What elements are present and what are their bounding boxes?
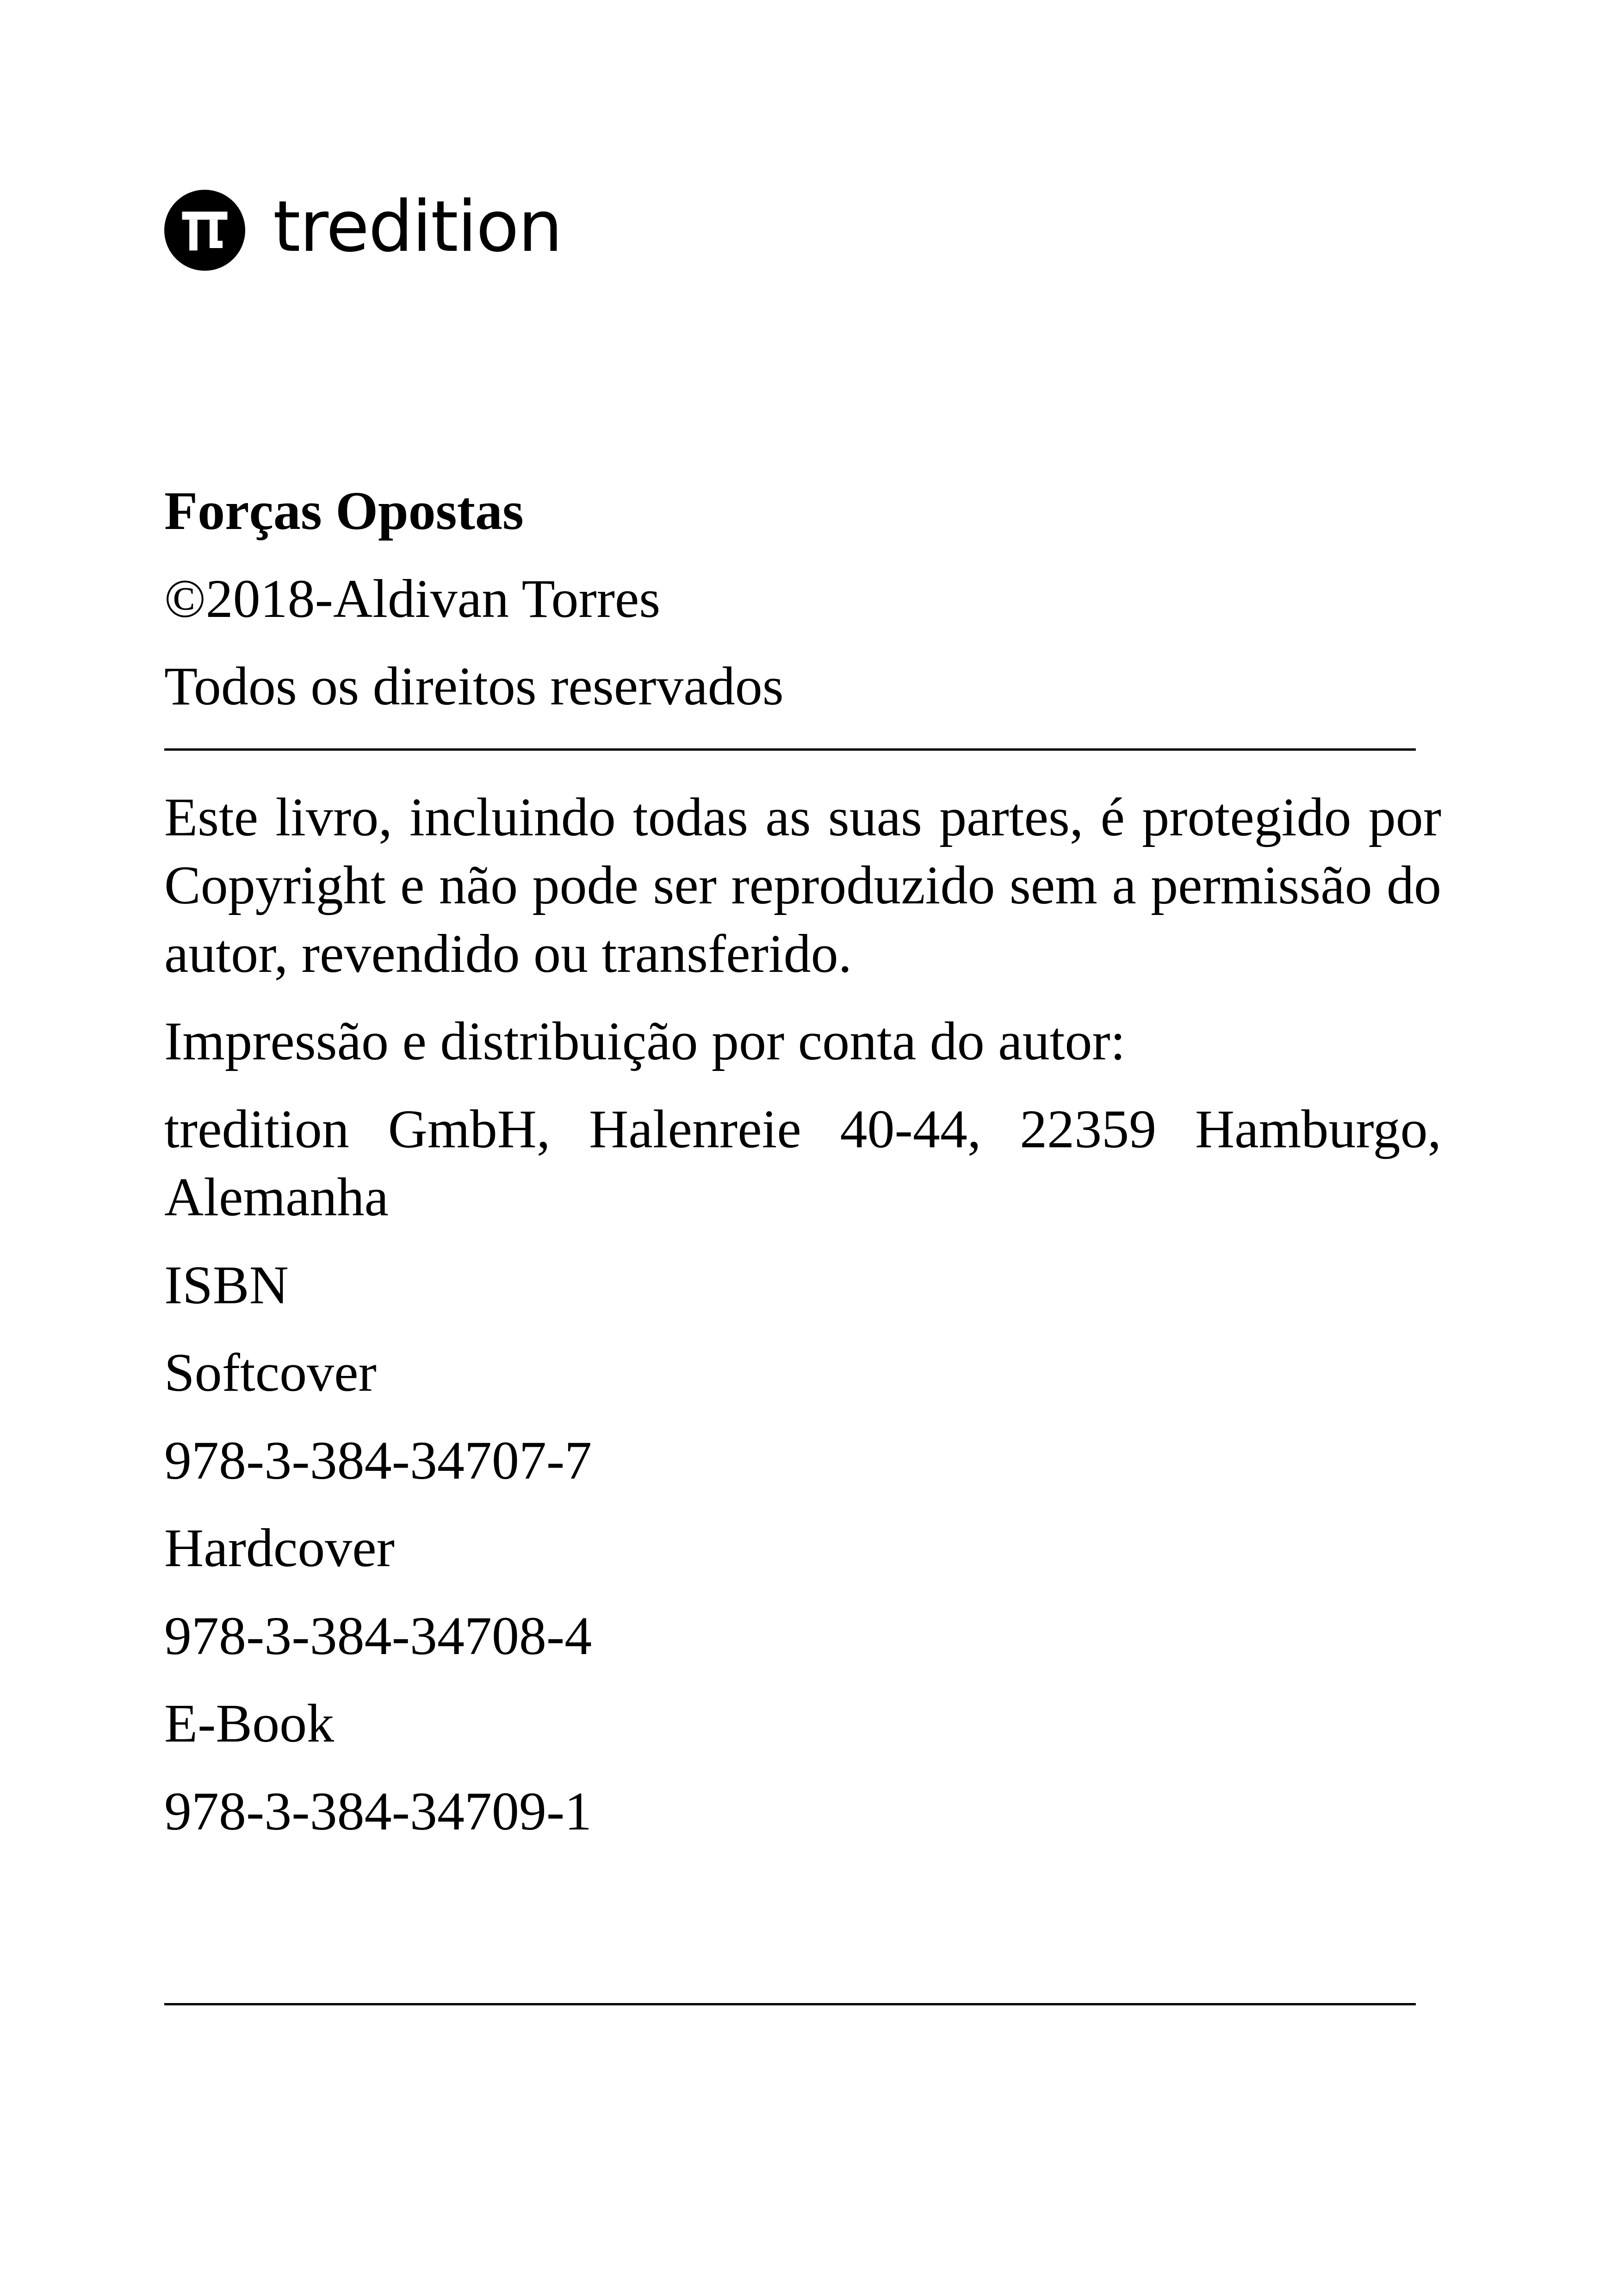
isbn-number: 978-3-384-34708-4 (164, 1605, 592, 1666)
rights-line: Todos os direitos reservados (164, 656, 784, 716)
logo-wordmark: tredition (273, 185, 562, 268)
edition-format: E-Book (164, 1693, 335, 1754)
divider-bottom (164, 2003, 1416, 2005)
isbn-number: 978-3-384-34707-7 (164, 1430, 592, 1491)
printing-note: Impressão e distribuição por conta do autor: (164, 1011, 1126, 1071)
isbn-heading: ISBN (164, 1254, 289, 1315)
book-title: Forças Opostas (164, 480, 524, 541)
copyright-line: ©2018-Aldivan Torres (164, 568, 661, 629)
tredition-logo-icon (164, 190, 245, 271)
edition-format: Softcover (164, 1342, 377, 1403)
publisher-logo (164, 185, 562, 271)
protection-notice: Este livro, incluindo todas as suas partes, é protegido por Copyright e não pode ser reproduzido sem a permissão do autor, revendido ou transferido. (164, 786, 1441, 984)
edition-format: Hardcover (164, 1518, 395, 1578)
publisher-address: tredition GmbH, Halenreie 40-44, 22359 Hamburgo, Alemanha (164, 1098, 1441, 1227)
divider-top (164, 748, 1416, 751)
imprint-block (164, 477, 1441, 1865)
isbn-number: 978-3-384-34709-1 (164, 1780, 592, 1842)
